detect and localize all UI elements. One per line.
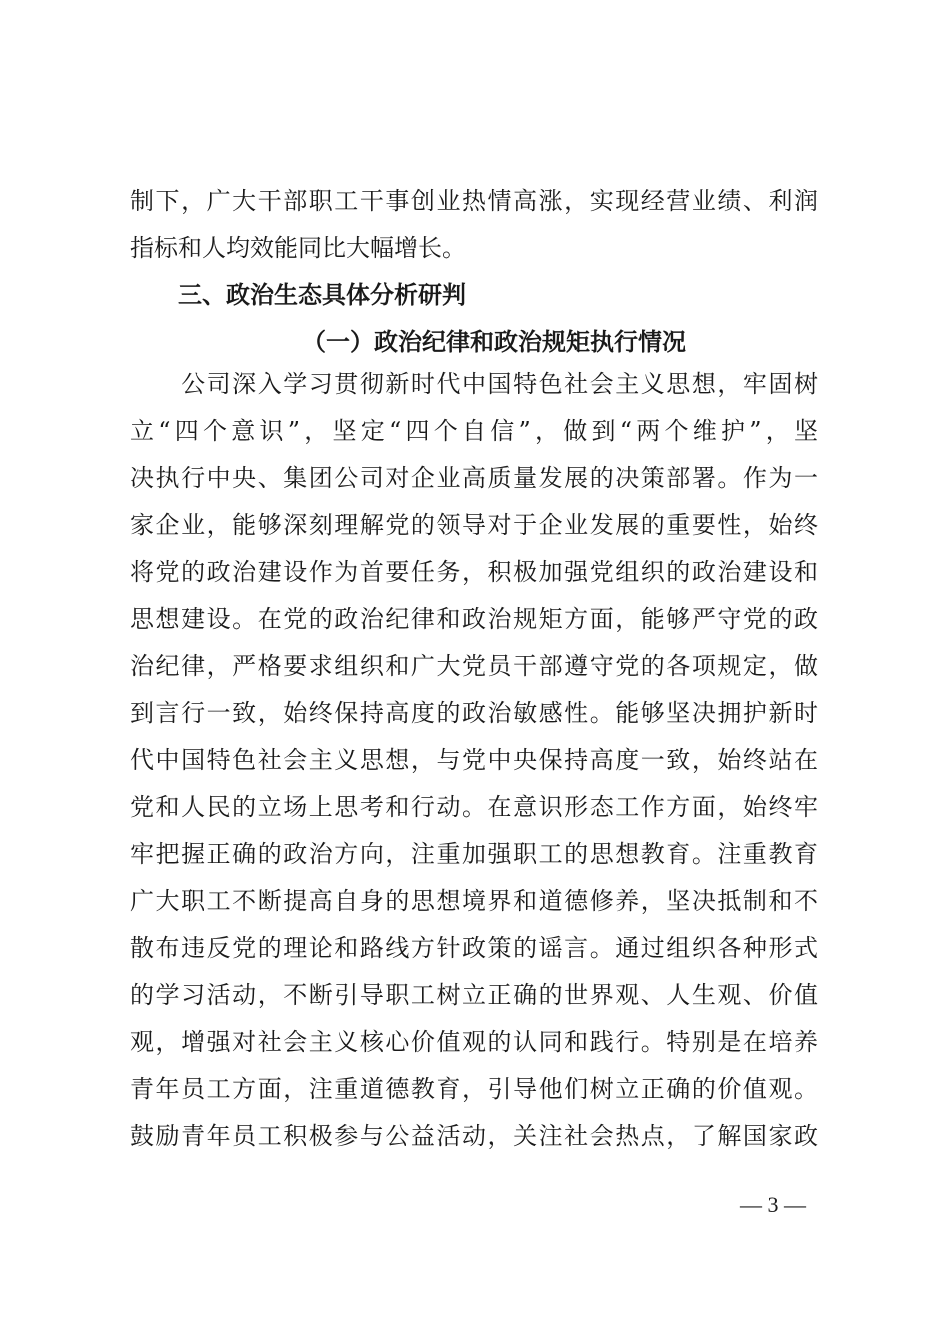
text-line: 代中国特色社会主义思想，与党中央保持高度一致，始终站在 — [130, 746, 818, 774]
text-line: 决执行中央、集团公司对企业高质量发展的决策部署。作为一 — [130, 464, 818, 492]
text-line: 观，增强对社会主义核心价值观的认同和践行。特别是在培养 — [130, 1028, 818, 1056]
text-line: 青年员工方面，注重道德教育，引导他们树立正确的价值观。 — [130, 1075, 818, 1103]
text-line: 家企业，能够深刻理解党的领导对于企业发展的重要性，始终 — [130, 511, 818, 539]
text-line: 指标和人均效能同比大幅增长。 — [130, 234, 466, 262]
text-line: 牢把握正确的政治方向，注重加强职工的思想教育。注重教育 — [130, 840, 818, 868]
subsection-heading: （一）政治纪律和政治规矩执行情况 — [302, 327, 686, 356]
text-line: 思想建设。在党的政治纪律和政治规矩方面，能够严守党的政 — [130, 605, 818, 633]
text-line: 治纪律，严格要求组织和广大党员干部遵守党的各项规定，做 — [130, 652, 818, 680]
text-line: 到言行一致，始终保持高度的政治敏感性。能够坚决拥护新时 — [130, 699, 818, 727]
text-line: 党和人民的立场上思考和行动。在意识形态工作方面，始终牢 — [130, 793, 818, 821]
text-line: 制下，广大干部职工干事创业热情高涨，实现经营业绩、利润 — [130, 187, 818, 215]
text-line: 鼓励青年员工积极参与公益活动，关注社会热点，了解国家政 — [130, 1122, 818, 1150]
text-line: 立“四个意识”，坚定“四个自信”，做到“两个维护”，坚 — [130, 417, 818, 445]
text-line: 公司深入学习贯彻新时代中国特色社会主义思想，牢固树 — [130, 370, 818, 398]
intro-paragraph — [130, 178, 818, 272]
text-line: 散布违反党的理论和路线方针政策的谣言。通过组织各种形式 — [130, 934, 818, 962]
text-line: 将党的政治建设作为首要任务，积极加强党组织的政治建设和 — [130, 558, 818, 586]
section-heading: 三、政治生态具体分析研判 — [178, 281, 466, 309]
text-line: 广大职工不断提高自身的思想境界和道德修养，坚决抵制和不 — [130, 887, 818, 915]
text-line: 的学习活动，不断引导职工树立正确的世界观、人生观、价值 — [130, 981, 818, 1009]
page-number: — 3 — — [740, 1192, 806, 1217]
body-paragraph — [130, 361, 818, 1160]
